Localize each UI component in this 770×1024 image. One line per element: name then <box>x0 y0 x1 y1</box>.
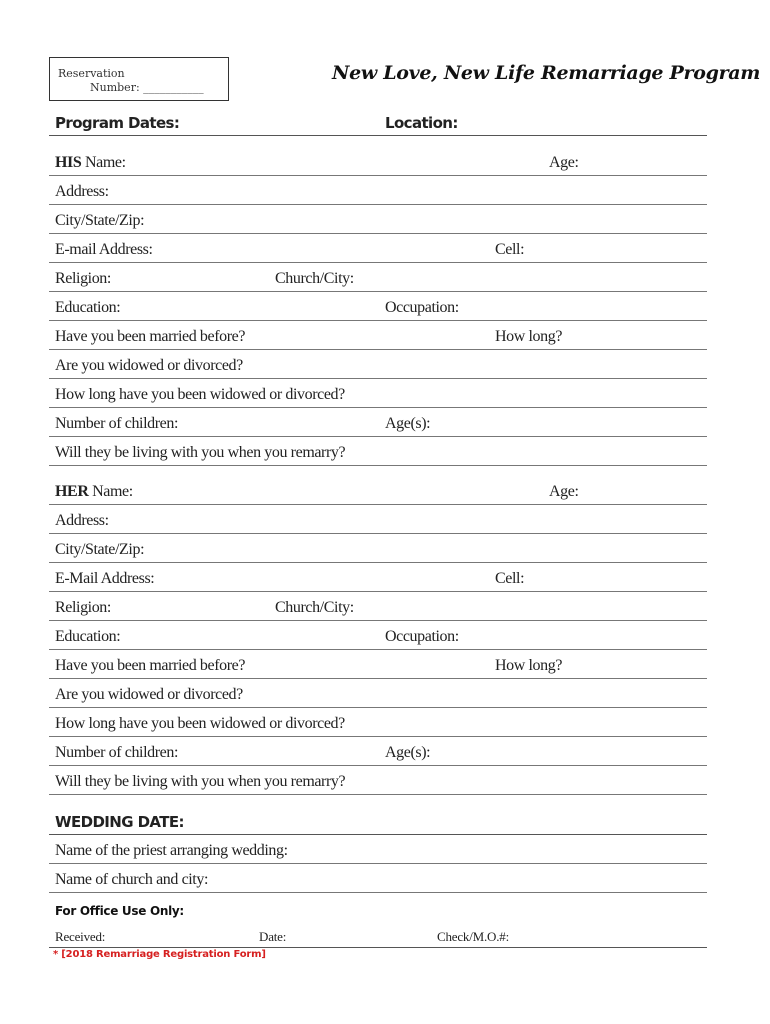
office-date-label: Date: <box>259 929 287 944</box>
office-use-title: For Office Use Only: <box>55 904 184 918</box>
her-howlong-widowed-row[interactable] <box>49 707 707 737</box>
her-ages-label: Age(s): <box>385 744 431 761</box>
his-cell-label: Cell: <box>495 241 525 258</box>
wedding-church-label: Name of church and city: <box>55 871 209 888</box>
her-living-row[interactable] <box>49 765 707 795</box>
his-address-row[interactable] <box>49 175 707 205</box>
her-howlong-label: How long? <box>495 657 563 674</box>
his-city-label: City/State/Zip: <box>55 212 145 229</box>
her-cell-label: Cell: <box>495 570 525 587</box>
priest-label: Name of the priest arranging wedding: <box>55 842 288 859</box>
her-city-row[interactable] <box>49 533 707 563</box>
his-education-row[interactable] <box>49 291 707 321</box>
her-city-label: City/State/Zip: <box>55 541 145 558</box>
program-row <box>49 106 707 136</box>
his-name-text: Name: <box>84 154 126 171</box>
his-name-label <box>55 154 126 172</box>
her-married-label: Have you been married before? <box>55 657 246 674</box>
his-widowed-label: Are you widowed or divorced? <box>55 357 243 374</box>
her-widowed-row[interactable] <box>49 678 707 708</box>
program-dates-label: Program Dates: <box>55 114 180 132</box>
priest-row[interactable] <box>49 834 707 864</box>
her-children-label: Number of children: <box>55 744 179 761</box>
reservation-label: Reservation <box>58 67 125 80</box>
his-children-label: Number of children: <box>55 415 179 432</box>
check-mo-label: Check/M.O.#: <box>437 929 509 944</box>
his-name-row[interactable] <box>49 146 707 176</box>
his-howlong-label: How long? <box>495 328 563 345</box>
her-religion-row[interactable] <box>49 591 707 621</box>
her-education-label: Education: <box>55 628 121 645</box>
her-name-text: Name: <box>92 483 133 500</box>
her-email-label: E-Mail Address: <box>55 570 155 587</box>
reservation-number-field[interactable]: Number: ___________ <box>90 81 204 94</box>
his-age-label: Age: <box>549 154 579 171</box>
his-education-label: Education: <box>55 299 121 316</box>
her-children-row[interactable] <box>49 736 707 766</box>
his-address-label: Address: <box>55 183 109 200</box>
his-living-label: Will they be living with you when you remarry? <box>55 444 346 461</box>
wedding-date-label: WEDDING DATE: <box>55 813 184 831</box>
her-age-label: Age: <box>549 483 579 500</box>
his-occupation-label: Occupation: <box>385 299 459 316</box>
wedding-date-row[interactable] <box>49 805 707 835</box>
his-email-label: E-mail Address: <box>55 241 153 258</box>
her-widowed-label: Are you widowed or divorced? <box>55 686 243 703</box>
her-church-label: Church/City: <box>275 599 354 616</box>
his-widowed-row[interactable] <box>49 349 707 379</box>
his-living-row[interactable] <box>49 436 707 466</box>
received-label: Received: <box>55 929 106 944</box>
his-children-row[interactable] <box>49 407 707 437</box>
his-religion-label: Religion: <box>55 270 111 287</box>
her-living-label: Will they be living with you when you remarry? <box>55 773 346 790</box>
form-footnote: * [2018 Remarriage Registration Form] <box>53 949 266 960</box>
his-city-row[interactable] <box>49 204 707 234</box>
her-prefix: HER <box>55 483 89 500</box>
her-address-row[interactable] <box>49 504 707 534</box>
his-religion-row[interactable] <box>49 262 707 292</box>
her-address-label: Address: <box>55 512 109 529</box>
his-church-label: Church/City: <box>275 270 354 287</box>
her-name-row[interactable] <box>49 475 707 505</box>
his-married-row[interactable] <box>49 320 707 350</box>
his-howlong-widowed-label: How long have you been widowed or divorced? <box>55 386 345 403</box>
her-religion-label: Religion: <box>55 599 111 616</box>
form-title: New Love, New Life Remarriage Program <box>332 62 761 84</box>
her-occupation-label: Occupation: <box>385 628 459 645</box>
his-ages-label: Age(s): <box>385 415 431 432</box>
her-howlong-widowed-label: How long have you been widowed or divorced? <box>55 715 345 732</box>
office-use-row[interactable] <box>49 928 707 948</box>
his-married-label: Have you been married before? <box>55 328 246 345</box>
location-label: Location: <box>385 114 458 132</box>
her-email-row[interactable] <box>49 562 707 592</box>
his-email-row[interactable] <box>49 233 707 263</box>
his-howlong-widowed-row[interactable] <box>49 378 707 408</box>
church-city-row[interactable] <box>49 863 707 893</box>
reservation-box <box>49 57 229 101</box>
his-prefix: HIS <box>55 154 82 171</box>
her-education-row[interactable] <box>49 620 707 650</box>
her-name-label <box>55 483 133 501</box>
her-married-row[interactable] <box>49 649 707 679</box>
